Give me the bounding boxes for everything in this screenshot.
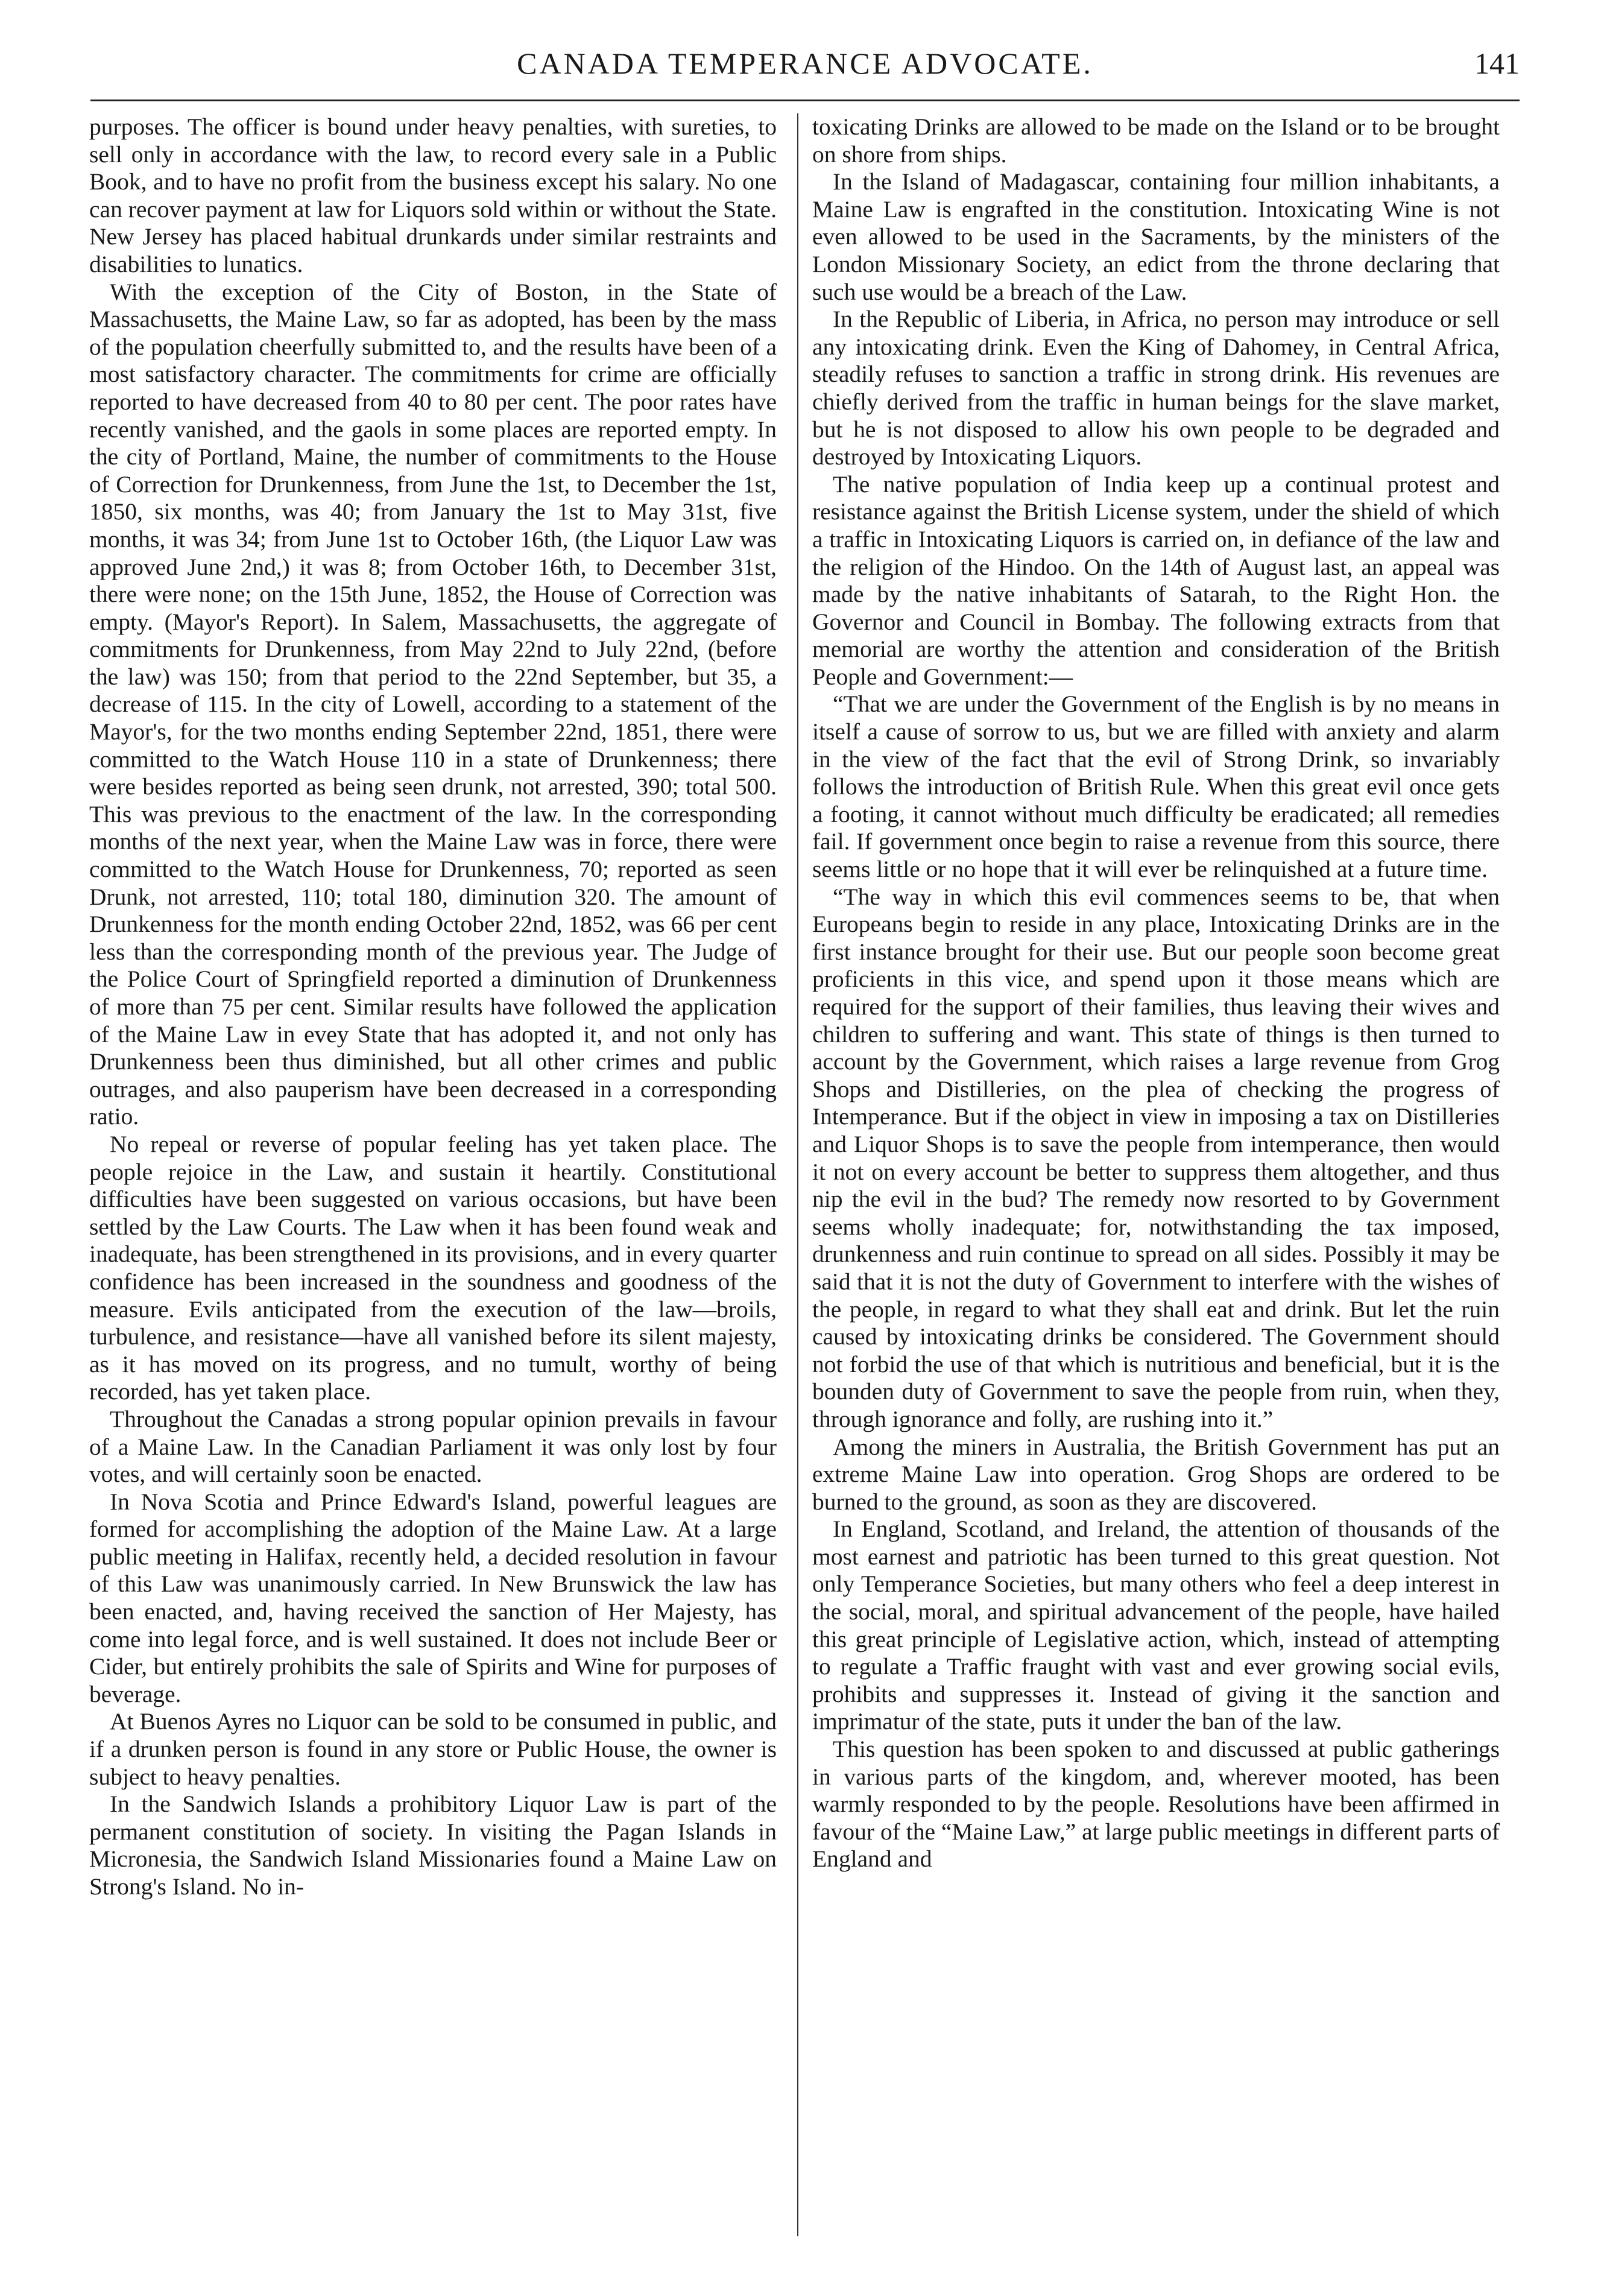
paragraph: In the Island of Madagascar, containing four million inhabitants, a Maine Law is engrafted in the constitution. Intoxicating Wine is not even allowed to be used in the Sacraments, by the ministers of the London Missionary Society, an edict from the throne declaring that such use would be a breach of the Law. bbox=[812, 168, 1500, 305]
column-divider bbox=[797, 113, 798, 2236]
paragraph: At Buenos Ayres no Liquor can be sold to be consumed in public, and if a drunken person is found in any store or Public House, the owner is subject to heavy penalties. bbox=[89, 1708, 777, 1790]
paragraph: purposes. The officer is bound under heavy penalties, with sureties, to sell only in accordance with the law, to record every sale in a Public Book, and to have no profit from the business except his salary. No one can recover payment at law for Liquors sold within or without the State. New Jersey has placed habitual drunkards under similar restraints and disabilities to lunatics. bbox=[89, 113, 777, 277]
paragraph: In Nova Scotia and Prince Edward's Island, powerful leagues are formed for accomplishing the adoption of the Maine Law. At a large public meeting in Halifax, recently held, a decided resolution in favour of this Law was unanimously carried. In New Brunswick the law has been enacted, and, having received the sanction of Her Majesty, has come into legal force, and is well sustained. It does not include Beer or Cider, but entirely prohibits the sale of Spirits and Wine for purposes of beverage. bbox=[89, 1488, 777, 1707]
paragraph: In England, Scotland, and Ireland, the attention of thousands of the most earnest and patriotic has been turned to this great question. Not only Temperance Societies, but many others who feel a deep interest in the social, moral, and spiritual advancement of the people, have hailed this great principle of Legislative action, which, instead of attempting to regulate a Traffic fraught with vast and ever growing social evils, prohibits and suppresses it. Instead of giving it the sanction and imprimatur of the state, puts it under the ban of the law. bbox=[812, 1516, 1500, 1735]
paragraph: In the Republic of Liberia, in Africa, no person may introduce or sell any intoxicating drink. Even the King of Dahomey, in Central Africa, steadily refuses to sanction a traffic in strong drink. His revenues are chiefly derived from the traffic in human beings for the slave market, but he is not disposed to allow his own people to be degraded and destroyed by Intoxicating Liquors. bbox=[812, 306, 1500, 470]
paragraph: toxicating Drinks are allowed to be made on the Island or to be brought on shore from ships. bbox=[812, 113, 1500, 168]
left-column bbox=[89, 113, 777, 2260]
right-column bbox=[812, 113, 1500, 2260]
paragraph: “That we are under the Government of the English is by no means in itself a cause of sorrow to us, but we are filled with anxiety and alarm in the view of the fact that the evil of Strong Drink, so invariably follows the introduction of British Rule. When this great evil once gets a footing, it cannot without much difficulty be eradicated; all remedies fail. If government once begin to raise a revenue from this source, there seems little or no hope that it will ever be relinquished at a future time. bbox=[812, 691, 1500, 883]
paragraph: With the exception of the City of Boston, in the State of Massachusetts, the Maine Law, so far as adopted, has been by the mass of the population cheerfully submitted to, and the results have been of a most satisfactory character. The commitments for crime are officially reported to have decreased from 40 to 80 per cent. The poor rates have recently vanished, and the gaols in some places are reported empty. In the city of Portland, Maine, the number of commitments to the House of Correction for Drunkenness, from June the 1st, to December the 1st, 1850, six months, was 40; from January the 1st to May 31st, five months, it was 34; from June 1st to October 16th, (the Liquor Law was approved June 2nd,) it was 8; from October 16th, to December 31st, there were none; on the 15th June, 1852, the House of Correction was empty. (Mayor's Report). In Salem, Massachusetts, the aggregate of commitments for Drunkenness, from May 22nd to July 22nd, (before the law) was 150; from that period to the 22nd September, but 35, a decrease of 115. In the city of Lowell, according to a statement of the Mayor's, for the two months ending September 22nd, 1851, there were committed to the Watch House 110 in a state of Drunkenness; there were besides reported as being seen drunk, not arrested, 390; total 500. This was previous to the enactment of the law. In the corresponding months of the next year, when the Maine Law was in force, there were committed to the Watch House for Drunkenness, 70; reported as seen Drunk, not arrested, 110; total 180, diminution 320. The amount of Drunkenness for the month ending October 22nd, 1852, was 66 per cent less than the corresponding month of the previous year. The Judge of the Police Court of Springfield reported a diminution of Drunkenness of more than 75 per cent. Similar results have followed the application of the Maine Law in evey State that has adopted it, and not only has Drunkenness been thus diminished, but all other crimes and public outrages, and also pauperism have been decreased in a corresponding ratio. bbox=[89, 278, 777, 1130]
paragraph: This question has been spoken to and discussed at public gatherings in various parts of the kingdom, and, wherever mooted, has been warmly responded to by the people. Resolutions have been affirmed in favour of the “Maine Law,” at large public meetings in different parts of England and bbox=[812, 1736, 1500, 1873]
paragraph: Throughout the Canadas a strong popular opinion prevails in favour of a Maine Law. In the Canadian Parliament it was only lost by four votes, and will certainly soon be enacted. bbox=[89, 1405, 777, 1488]
page-header bbox=[90, 42, 1520, 103]
paragraph: No repeal or reverse of popular feeling has yet taken place. The people rejoice in the Law, and sustain it heartily. Constitutional difficulties have been suggested on various occasions, but have been settled by the Law Courts. The Law when it has been found weak and inadequate, has been strengthened in its provisions, and in every quarter confidence has been increased in the soundness and goodness of the measure. Evils anticipated from the execution of the law—broils, turbulence, and resistance—have all vanished before its silent majesty, as it has moved on its progress, and no tumult, worthy of being recorded, has yet taken place. bbox=[89, 1130, 777, 1405]
page-number: 141 bbox=[1474, 46, 1520, 80]
paragraph: The native population of India keep up a continual protest and resistance against the British License system, under the shield of which a traffic in Intoxicating Liquors is carried on, in defiance of the law and the religion of the Hindoo. On the 14th of August last, an appeal was made by the native inhabitants of Satarah, to the Right Hon. the Governor and Council in Bombay. The following extracts from that memorial are worthy the attention and consideration of the British People and Government:— bbox=[812, 470, 1500, 690]
header-rule bbox=[90, 100, 1520, 101]
paragraph: Among the miners in Australia, the British Government has put an extreme Maine Law into operation. Grog Shops are ordered to be burned to the ground, as soon as they are discovered. bbox=[812, 1433, 1500, 1515]
paragraph: In the Sandwich Islands a prohibitory Liquor Law is part of the permanent constitution of society. In visiting the Pagan Islands in Micronesia, the Sandwich Island Missionaries found a Maine Law on Strong's Island. No in- bbox=[89, 1791, 777, 1900]
journal-title: CANADA TEMPERANCE ADVOCATE. bbox=[517, 46, 1093, 80]
paragraph: “The way in which this evil commences seems to be, that when Europeans begin to reside in any place, Intoxicating Drinks are in the first instance brought for their use. But our people soon become great proficients in this vice, and spend upon it those means which are required for the support of their families, thus leaving their wives and children to suffering and want. This state of things is then turned to account by the Government, which raises a large revenue from Grog Shops and Distilleries, on the plea of checking the progress of Intemperance. But if the object in view in imposing a tax on Distilleries and Liquor Shops is to save the people from intemperance, then would it not on every account be better to suppress them altogether, and thus nip the evil in the bud? The remedy now resorted to by Government seems wholly inadequate; for, notwithstanding the tax imposed, drunkenness and ruin continue to spread on all sides. Possibly it may be said that it is not the duty of Government to interfere with the wishes of the people, in regard to what they shall eat and drink. But let the ruin caused by intoxicating drinks be considered. The Government should not forbid the use of that which is nutritious and beneficial, but it is the bounden duty of Government to save the people from ruin, when they, through ignorance and folly, are rushing into it.” bbox=[812, 883, 1500, 1432]
